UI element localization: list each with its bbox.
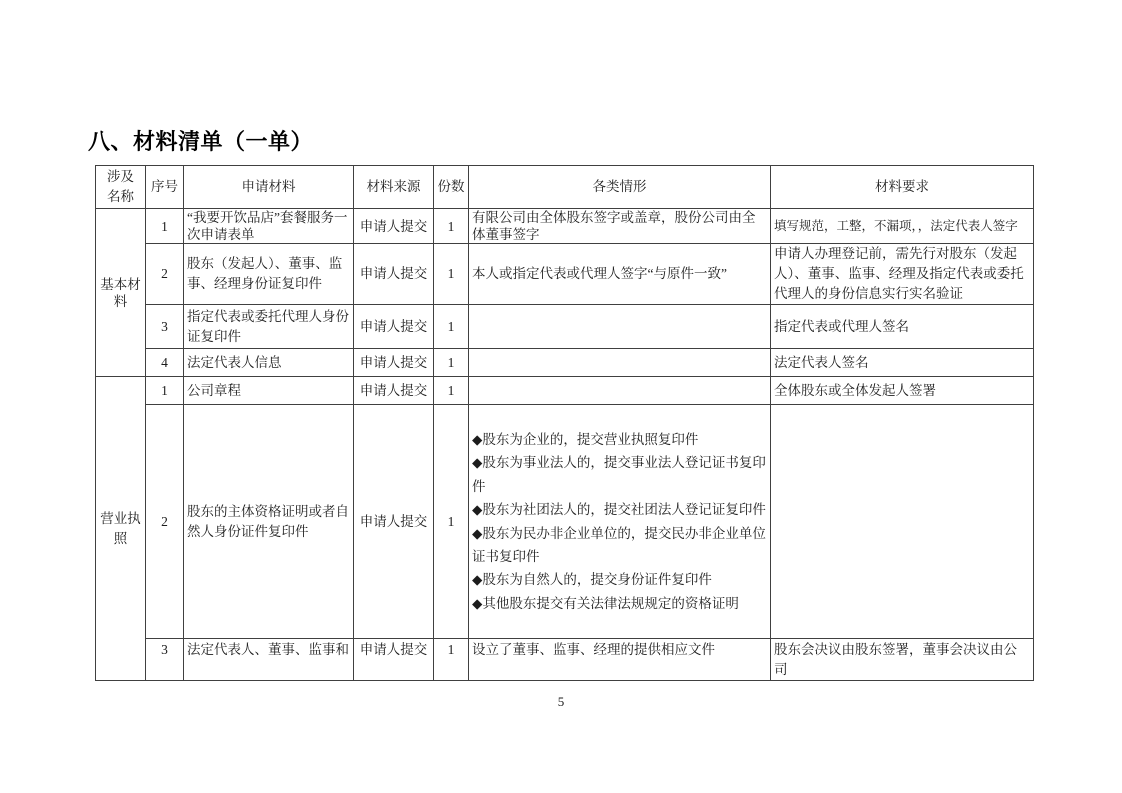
cell-serial-no: 2 [146, 244, 184, 305]
cell-requirements: 法定代表人签名 [771, 349, 1034, 377]
cell-source: 申请人提交 [354, 349, 434, 377]
cell-situations [469, 349, 771, 377]
table-row [96, 405, 1034, 639]
col-header-serial-no: 序号 [146, 166, 184, 209]
cell-serial-no: 3 [146, 305, 184, 349]
col-header-copies: 份数 [434, 166, 469, 209]
cell-material: 法定代表人、董事、监事和 [184, 639, 354, 681]
cell-copies: 1 [434, 349, 469, 377]
cell-material: 指定代表或委托代理人身份证复印件 [184, 305, 354, 349]
cell-material: “我要开饮品店”套餐服务一次申请表单 [184, 209, 354, 244]
cell-copies: 1 [434, 305, 469, 349]
situation-bullet: ◆股东为自然人的，提交身份证件复印件 [472, 572, 712, 588]
materials-table [95, 165, 1034, 681]
col-header-application-material: 申请材料 [184, 166, 354, 209]
col-header-involved-name [96, 166, 146, 209]
page-number: 5 [557, 694, 565, 709]
cell-material: 股东的主体资格证明或者自然人身份证件复印件 [184, 405, 354, 639]
situation-bullet: ◆股东为企业的，提交营业执照复印件 [472, 431, 699, 447]
cell-source: 申请人提交 [354, 244, 434, 305]
situation-bullet: ◆其他股东提交有关法律法规规定的资格证明 [472, 595, 739, 611]
cell-situations: 设立了董事、监事、经理的提供相应文件 [469, 639, 771, 681]
cell-copies: 1 [434, 405, 469, 639]
cell-serial-no: 1 [146, 377, 184, 405]
table-row [96, 377, 1034, 405]
cell-situations: 有限公司由全体股东签字或盖章，股份公司由全体董事签字 [469, 209, 771, 244]
table-row [96, 244, 1034, 305]
cell-serial-no: 3 [146, 639, 184, 681]
cell-requirements [771, 405, 1034, 639]
table-header-row [96, 166, 1034, 209]
cell-requirements: 指定代表或代理人签名 [771, 305, 1034, 349]
cell-serial-no: 4 [146, 349, 184, 377]
table-row [96, 305, 1034, 349]
cell-serial-no: 2 [146, 405, 184, 639]
cell-requirements: 填写规范，工整，不漏项，，法定代表人签字 [771, 209, 1034, 244]
cell-copies: 1 [434, 377, 469, 405]
col-header-involved-name-label: 涉及名称 [107, 169, 134, 204]
col-header-requirements: 材料要求 [771, 166, 1034, 209]
section-label-basic-materials: 基本材料 [96, 209, 146, 377]
table-row [96, 349, 1034, 377]
cell-copies: 1 [434, 209, 469, 244]
cell-source: 申请人提交 [354, 405, 434, 639]
cell-requirements: 申请人办理登记前，需先行对股东（发起人）、董事、监事、经理及指定代表或委托代理人的身份信息实行实名验证 [771, 244, 1034, 305]
cell-situations: 本人或指定代表或代理人签字“与原件一致” [469, 244, 771, 305]
table-row [96, 209, 1034, 244]
section-label-business-license: 营业执照 [96, 377, 146, 681]
cell-situations [469, 305, 771, 349]
cell-source: 申请人提交 [354, 209, 434, 244]
cell-material: 法定代表人信息 [184, 349, 354, 377]
cell-source: 申请人提交 [354, 377, 434, 405]
situation-bullet: ◆股东为社团法人的，提交社团法人登记证复印件 [472, 502, 766, 518]
table-row [96, 639, 1034, 681]
cell-source: 申请人提交 [354, 305, 434, 349]
situation-bullet: ◆股东为民办非企业单位的，提交民办非企业单位证书复印件 [472, 525, 766, 564]
col-header-material-source: 材料来源 [354, 166, 434, 209]
cell-copies: 1 [434, 639, 469, 681]
cell-material: 股东（发起人）、董事、监事、经理身份证复印件 [184, 244, 354, 305]
page-title: 八、材料清单（一单） [88, 129, 314, 154]
cell-requirements: 全体股东或全体发起人签署 [771, 377, 1034, 405]
situation-bullet: ◆股东为事业法人的，提交事业法人登记证书复印件 [472, 455, 766, 494]
cell-copies: 1 [434, 244, 469, 305]
cell-requirements: 股东会决议由股东签署，董事会决议由公司 [771, 639, 1034, 681]
cell-situations [469, 405, 771, 639]
cell-serial-no: 1 [146, 209, 184, 244]
col-header-situations: 各类情形 [469, 166, 771, 209]
cell-situations [469, 377, 771, 405]
cell-material: 公司章程 [184, 377, 354, 405]
cell-source: 申请人提交 [354, 639, 434, 681]
